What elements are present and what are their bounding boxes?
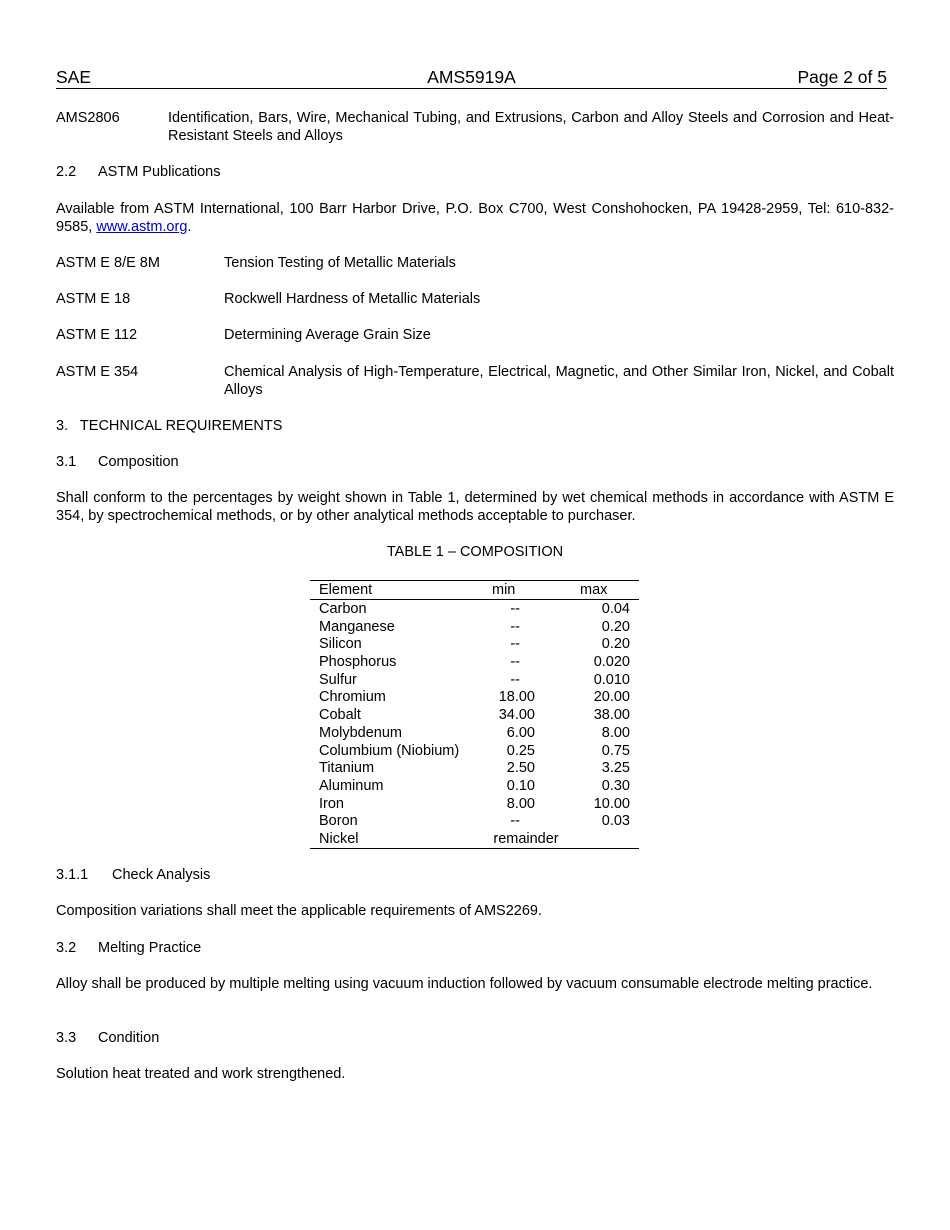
cell-max: 0.30 xyxy=(601,777,630,794)
cell-element: Molybdenum xyxy=(319,724,403,741)
cell-min: 0.10 xyxy=(506,777,535,794)
astm-availability xyxy=(56,201,894,236)
melting-practice-text: Alloy shall be produced by multiple melting using vacuum induction followed by vacuum consumable electrode melting practice. xyxy=(56,976,873,992)
cell-min: 6.00 xyxy=(506,724,535,741)
cell-element: Nickel xyxy=(319,830,359,847)
section-title: Composition xyxy=(98,454,179,470)
cell-max: 0.75 xyxy=(601,742,630,759)
table-row xyxy=(310,600,639,618)
table-title: TABLE 1 – COMPOSITION xyxy=(386,544,564,560)
cell-min: 0.25 xyxy=(506,742,535,759)
table-row xyxy=(310,706,639,724)
cell-max: 0.20 xyxy=(601,618,630,635)
header-element: Element xyxy=(319,582,373,598)
cell-element: Aluminum xyxy=(319,777,384,794)
table-row xyxy=(310,724,639,742)
cell-min: -- xyxy=(510,813,520,830)
cell-max: 0.04 xyxy=(601,601,630,617)
section-number: 3.2 xyxy=(56,940,77,956)
table-row xyxy=(310,618,639,636)
cell-max: 0.010 xyxy=(593,671,630,688)
cell-element: Cobalt xyxy=(319,707,361,724)
section-number: 3.3 xyxy=(56,1030,77,1046)
cell-element: Manganese xyxy=(319,618,395,635)
section-title: Check Analysis xyxy=(112,867,211,883)
cell-max: 0.20 xyxy=(601,636,630,653)
table-row xyxy=(310,759,639,777)
section-title: Condition xyxy=(98,1030,160,1046)
cell-min: 8.00 xyxy=(506,795,535,812)
composition-table xyxy=(310,580,639,849)
cell-max: 0.03 xyxy=(601,813,630,830)
availability-text: Available from ASTM International, 100 Barr Harbor Drive, P.O. Box C700, West Conshohocken, PA 19428-2959, Tel: 610-832-9585, xyxy=(56,201,894,235)
header-min: min xyxy=(492,582,516,598)
cell-min: -- xyxy=(510,618,520,635)
cell-max: 20.00 xyxy=(593,689,630,706)
section-number: 2.2 xyxy=(56,164,77,180)
section-title: ASTM Publications xyxy=(98,164,221,180)
cell-element: Boron xyxy=(319,813,358,830)
cell-min: remainder xyxy=(493,830,559,847)
cell-max: 38.00 xyxy=(593,707,630,724)
header-max: max xyxy=(580,582,608,598)
table-row xyxy=(310,742,639,760)
check-analysis-text: Composition variations shall meet the applicable requirements of AMS2269. xyxy=(56,903,543,919)
cell-element: Phosphorus xyxy=(319,654,397,671)
table-row xyxy=(310,795,639,813)
header-doc-number: AMS5919A xyxy=(427,67,516,87)
table-row xyxy=(310,653,639,671)
cell-max: 8.00 xyxy=(601,724,630,741)
header-org: SAE xyxy=(56,67,92,87)
header-page-number: Page 2 of 5 xyxy=(797,67,887,87)
section-title: Melting Practice xyxy=(98,940,202,956)
ref-code: ASTM E 18 xyxy=(56,291,131,307)
cell-element: Iron xyxy=(319,795,344,812)
cell-element: Sulfur xyxy=(319,671,357,688)
table-row xyxy=(310,688,639,706)
technical-requirements-heading: 3. TECHNICAL REQUIREMENTS xyxy=(56,418,283,434)
section-number: 3.1.1 xyxy=(56,867,89,883)
ref-title: Rockwell Hardness of Metallic Materials xyxy=(224,291,481,307)
table-row xyxy=(310,635,639,653)
cell-min: -- xyxy=(510,654,520,671)
cell-min: -- xyxy=(510,671,520,688)
page-header xyxy=(56,67,887,89)
astm-link[interactable]: www.astm.org xyxy=(96,218,188,235)
cell-min: 2.50 xyxy=(506,760,535,777)
ref-code: ASTM E 8/E 8M xyxy=(56,255,160,271)
cell-element: Silicon xyxy=(319,636,362,653)
condition-text: Solution heat treated and work strengthened. xyxy=(56,1066,346,1082)
table-header-row xyxy=(310,581,639,600)
cell-min: 34.00 xyxy=(498,707,535,724)
cell-element: Columbium (Niobium) xyxy=(319,742,460,759)
table-row xyxy=(310,830,639,848)
ref-title: Chemical Analysis of High-Temperature, Electrical, Magnetic, and Other Similar Iron, Nickel, and Cobalt Alloys xyxy=(224,364,894,398)
ref-code: AMS2806 xyxy=(56,110,120,126)
table-row xyxy=(310,812,639,830)
ref-title: Determining Average Grain Size xyxy=(224,327,431,343)
cell-max: 10.00 xyxy=(593,795,630,812)
availability-suffix: . xyxy=(187,218,192,235)
ref-code: ASTM E 112 xyxy=(56,327,138,343)
cell-max: 0.020 xyxy=(593,654,630,671)
cell-min: 18.00 xyxy=(498,689,535,706)
cell-min: -- xyxy=(510,601,520,617)
ref-title: Identification, Bars, Wire, Mechanical Tubing, and Extrusions, Carbon and Alloy Steels and Corrosion and Heat-Resistant Steels and Alloys xyxy=(168,110,894,144)
cell-element: Chromium xyxy=(319,689,386,706)
ref-code: ASTM E 354 xyxy=(56,364,139,380)
table-row xyxy=(310,777,639,795)
table-row xyxy=(310,671,639,689)
cell-element: Titanium xyxy=(319,760,375,777)
ref-title: Tension Testing of Metallic Materials xyxy=(224,255,456,271)
composition-text: Shall conform to the percentages by weight shown in Table 1, determined by wet chemical methods in accordance with ASTM E 354, by spectrochemical methods, or by other analytical methods acceptable to purchaser. xyxy=(56,490,894,524)
cell-min: -- xyxy=(510,636,520,653)
cell-element: Carbon xyxy=(319,601,367,617)
cell-max: 3.25 xyxy=(601,760,630,777)
section-number: 3.1 xyxy=(56,454,77,470)
